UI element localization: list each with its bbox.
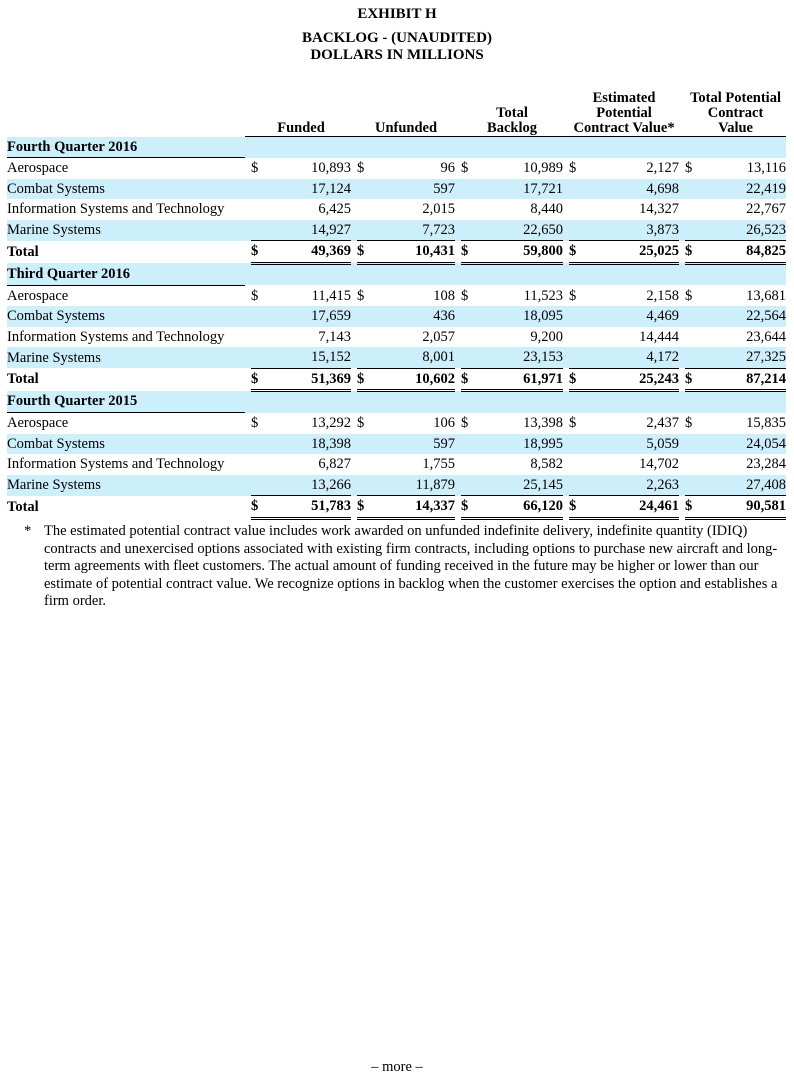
currency-symbol xyxy=(569,220,587,241)
value-cell: 15,152 xyxy=(269,347,351,368)
currency-symbol xyxy=(461,475,479,496)
total-value-cell: 51,369 xyxy=(269,368,351,391)
currency-symbol xyxy=(461,454,479,475)
total-value-cell: 49,369 xyxy=(269,241,351,264)
currency-symbol xyxy=(461,434,479,455)
total-value-cell: 59,800 xyxy=(479,241,563,264)
value-cell: 2,158 xyxy=(646,287,680,304)
value-cell: 23,284 xyxy=(746,456,787,473)
currency-symbol: $ xyxy=(569,496,587,519)
value-cell: 17,659 xyxy=(269,306,351,327)
currency-symbol: $ xyxy=(569,241,587,264)
value-cell: 24,054 xyxy=(703,434,786,455)
page-continuation: – more – xyxy=(371,1059,423,1075)
currency-symbol: $ xyxy=(461,160,469,176)
total-value-cell: 14,337 xyxy=(375,496,455,519)
value-cell: 15,835 xyxy=(746,415,787,431)
value-cell: 10,893 xyxy=(311,160,351,176)
total-value-cell: 51,783 xyxy=(269,496,351,519)
currency-symbol: $ xyxy=(685,368,703,391)
value-cell: 9,200 xyxy=(530,328,564,345)
table-row xyxy=(7,199,786,220)
currency-symbol xyxy=(461,327,479,348)
value-cell: 7,143 xyxy=(318,328,351,345)
value-cell: 13,116 xyxy=(746,160,787,176)
currency-symbol xyxy=(569,454,587,475)
total-value-cell: 90,581 xyxy=(703,496,786,519)
currency-symbol xyxy=(251,475,269,496)
currency-symbol xyxy=(685,347,703,368)
value-cell: 18,398 xyxy=(269,434,351,455)
value-cell: 8,440 xyxy=(530,201,564,218)
currency-symbol: $ xyxy=(461,287,469,304)
value-cell: 6,425 xyxy=(318,201,351,218)
value-cell: 27,408 xyxy=(703,475,786,496)
currency-symbol xyxy=(685,475,703,496)
value-cell: 2,127 xyxy=(646,160,680,176)
value-cell: 2,057 xyxy=(422,328,455,345)
row-label: Information Systems and Technology xyxy=(7,328,225,345)
footnote-mark: * xyxy=(24,523,32,539)
value-cell: 14,927 xyxy=(269,220,351,241)
currency-symbol xyxy=(461,199,479,220)
table-row xyxy=(7,475,786,496)
value-cell: 11,523 xyxy=(523,287,564,304)
currency-symbol: $ xyxy=(569,160,577,176)
value-cell: 11,879 xyxy=(375,475,455,496)
value-cell: 8,582 xyxy=(530,456,564,473)
currency-symbol xyxy=(251,306,269,327)
currency-symbol: $ xyxy=(251,241,269,264)
currency-symbol xyxy=(357,306,375,327)
value-cell: 4,698 xyxy=(587,179,679,200)
value-cell: 18,995 xyxy=(479,434,563,455)
currency-symbol: $ xyxy=(357,160,365,176)
currency-symbol: $ xyxy=(357,415,365,431)
value-cell: 13,292 xyxy=(311,415,351,431)
total-value-cell: 25,025 xyxy=(587,241,679,264)
currency-symbol: $ xyxy=(251,287,259,304)
table-row xyxy=(7,220,786,241)
currency-symbol xyxy=(251,199,269,220)
table-row xyxy=(7,327,786,348)
value-cell: 106 xyxy=(433,415,455,431)
currency-symbol xyxy=(685,434,703,455)
total-label: Total xyxy=(7,243,39,260)
exhibit-label: EXHIBIT H xyxy=(357,6,437,22)
row-label: Information Systems and Technology xyxy=(7,201,225,218)
currency-symbol xyxy=(357,327,375,348)
section-title: Third Quarter 2016 xyxy=(7,263,245,285)
value-cell: 96 xyxy=(440,160,455,176)
row-label: Information Systems and Technology xyxy=(7,456,225,473)
row-label: Combat Systems xyxy=(7,434,245,455)
table-row xyxy=(7,413,786,434)
currency-symbol: $ xyxy=(357,287,365,304)
currency-symbol: $ xyxy=(461,415,469,431)
row-label: Aerospace xyxy=(7,287,69,304)
footnote xyxy=(24,523,784,611)
value-cell: 23,644 xyxy=(746,328,787,345)
total-row xyxy=(7,368,786,391)
currency-symbol: $ xyxy=(685,241,703,264)
value-cell: 2,437 xyxy=(646,415,680,431)
section-header-row xyxy=(7,263,786,285)
value-cell: 4,172 xyxy=(587,347,679,368)
total-value-cell: 25,243 xyxy=(587,368,679,391)
currency-symbol: $ xyxy=(569,287,577,304)
currency-symbol xyxy=(251,220,269,241)
value-cell: 13,681 xyxy=(746,287,787,304)
currency-symbol xyxy=(569,347,587,368)
row-label: Aerospace xyxy=(7,160,69,177)
value-cell: 5,059 xyxy=(587,434,679,455)
currency-symbol: $ xyxy=(251,415,259,431)
value-cell: 597 xyxy=(375,179,455,200)
section-title: Fourth Quarter 2016 xyxy=(7,137,245,158)
value-cell: 14,444 xyxy=(639,328,680,345)
row-label: Marine Systems xyxy=(7,475,245,496)
row-label: Marine Systems xyxy=(7,347,245,368)
value-cell: 6,827 xyxy=(318,456,351,473)
currency-symbol: $ xyxy=(685,160,693,176)
currency-symbol xyxy=(357,434,375,455)
currency-symbol xyxy=(685,220,703,241)
total-backlog-column-header: Total Backlog xyxy=(461,91,563,137)
label-column-header xyxy=(7,91,245,137)
value-cell: 22,564 xyxy=(703,306,786,327)
currency-symbol xyxy=(685,306,703,327)
table-row xyxy=(7,347,786,368)
value-cell: 22,419 xyxy=(703,179,786,200)
currency-symbol: $ xyxy=(251,160,259,176)
row-label: Combat Systems xyxy=(7,306,245,327)
table-row xyxy=(7,285,786,306)
row-label: Marine Systems xyxy=(7,220,245,241)
currency-symbol xyxy=(461,220,479,241)
value-cell: 25,145 xyxy=(479,475,563,496)
table-row xyxy=(7,306,786,327)
currency-symbol xyxy=(461,347,479,368)
currency-symbol: $ xyxy=(685,496,703,519)
currency-symbol: $ xyxy=(251,496,269,519)
table-row xyxy=(7,454,786,475)
value-cell: 8,001 xyxy=(375,347,455,368)
funded-column-header: Funded xyxy=(251,91,351,137)
value-cell: 108 xyxy=(433,287,455,304)
value-cell: 26,523 xyxy=(703,220,786,241)
total-row xyxy=(7,496,786,519)
currency-symbol xyxy=(685,199,703,220)
total-value-cell: 84,825 xyxy=(703,241,786,264)
currency-symbol: $ xyxy=(251,368,269,391)
section-title: Fourth Quarter 2015 xyxy=(7,391,245,413)
unfunded-column-header: Unfunded xyxy=(357,91,455,137)
value-cell: 17,124 xyxy=(269,179,351,200)
value-cell: 10,989 xyxy=(523,160,564,176)
currency-symbol xyxy=(685,454,703,475)
currency-symbol: $ xyxy=(461,241,479,264)
footnote-text: The estimated potential contract value includes work awarded on unfunded indefinite delivery, indefinite quantity (IDIQ) contracts and unexercised options associated with existing firm contracts, including options to purchase new aircraft and long-term agreements with fleet customers. The actual amount of funding received in the future may be higher or lower than our estimate of potential contract value. We recognize options in backlog when the customer exercises the option and establishes a firm order. xyxy=(44,523,778,609)
row-label: Combat Systems xyxy=(7,179,245,200)
total-label: Total xyxy=(7,371,39,388)
value-cell: 27,325 xyxy=(703,347,786,368)
currency-symbol xyxy=(569,199,587,220)
value-cell: 14,327 xyxy=(639,201,680,218)
report-title: BACKLOG - (UNAUDITED) xyxy=(301,30,492,46)
value-cell: 597 xyxy=(375,434,455,455)
value-cell: 7,723 xyxy=(375,220,455,241)
currency-symbol xyxy=(461,179,479,200)
total-value-cell: 10,431 xyxy=(375,241,455,264)
currency-symbol: $ xyxy=(569,368,587,391)
currency-symbol xyxy=(569,327,587,348)
currency-symbol xyxy=(357,347,375,368)
value-cell: 22,767 xyxy=(746,201,787,218)
section-header-row xyxy=(7,137,786,158)
backlog-table xyxy=(7,91,786,520)
currency-symbol xyxy=(251,454,269,475)
total-value-cell: 66,120 xyxy=(479,496,563,519)
currency-symbol xyxy=(569,475,587,496)
value-cell: 13,398 xyxy=(523,415,564,431)
currency-symbol: $ xyxy=(357,241,375,264)
currency-symbol: $ xyxy=(357,368,375,391)
value-cell: 23,153 xyxy=(479,347,563,368)
currency-symbol: $ xyxy=(461,496,479,519)
currency-symbol xyxy=(251,327,269,348)
table-row xyxy=(7,434,786,455)
currency-symbol xyxy=(357,454,375,475)
total-potential-column-header: Total Potential Contract Value xyxy=(685,91,786,137)
report-subtitle: DOLLARS IN MILLIONS xyxy=(310,47,484,63)
table-row xyxy=(7,158,786,179)
column-header-row xyxy=(7,91,786,137)
currency-symbol: $ xyxy=(685,287,693,304)
total-value-cell: 61,971 xyxy=(479,368,563,391)
value-cell: 436 xyxy=(375,306,455,327)
currency-symbol xyxy=(251,179,269,200)
currency-symbol xyxy=(357,179,375,200)
currency-symbol: $ xyxy=(357,496,375,519)
value-cell: 2,015 xyxy=(422,201,455,218)
value-cell: 3,873 xyxy=(587,220,679,241)
value-cell: 14,702 xyxy=(639,456,680,473)
currency-symbol xyxy=(357,199,375,220)
total-value-cell: 87,214 xyxy=(703,368,786,391)
currency-symbol: $ xyxy=(461,368,479,391)
currency-symbol xyxy=(251,434,269,455)
value-cell: 11,415 xyxy=(311,287,351,304)
currency-symbol xyxy=(461,306,479,327)
currency-symbol xyxy=(357,475,375,496)
value-cell: 2,263 xyxy=(587,475,679,496)
currency-symbol xyxy=(569,434,587,455)
currency-symbol xyxy=(569,306,587,327)
currency-symbol: $ xyxy=(569,415,577,431)
total-value-cell: 10,602 xyxy=(375,368,455,391)
value-cell: 4,469 xyxy=(587,306,679,327)
currency-symbol xyxy=(685,179,703,200)
backlog-table-body xyxy=(7,137,786,519)
section-header-row xyxy=(7,391,786,413)
currency-symbol xyxy=(357,220,375,241)
currency-symbol xyxy=(251,347,269,368)
value-cell: 17,721 xyxy=(479,179,563,200)
total-value-cell: 24,461 xyxy=(587,496,679,519)
currency-symbol xyxy=(569,179,587,200)
currency-symbol: $ xyxy=(685,415,693,431)
value-cell: 1,755 xyxy=(422,456,455,473)
estimated-potential-column-header: Estimated Potential Contract Value* xyxy=(569,91,679,137)
value-cell: 22,650 xyxy=(479,220,563,241)
total-label: Total xyxy=(7,498,39,515)
value-cell: 13,266 xyxy=(269,475,351,496)
value-cell: 18,095 xyxy=(479,306,563,327)
total-row xyxy=(7,241,786,264)
currency-symbol xyxy=(685,327,703,348)
table-row xyxy=(7,179,786,200)
row-label: Aerospace xyxy=(7,415,69,432)
